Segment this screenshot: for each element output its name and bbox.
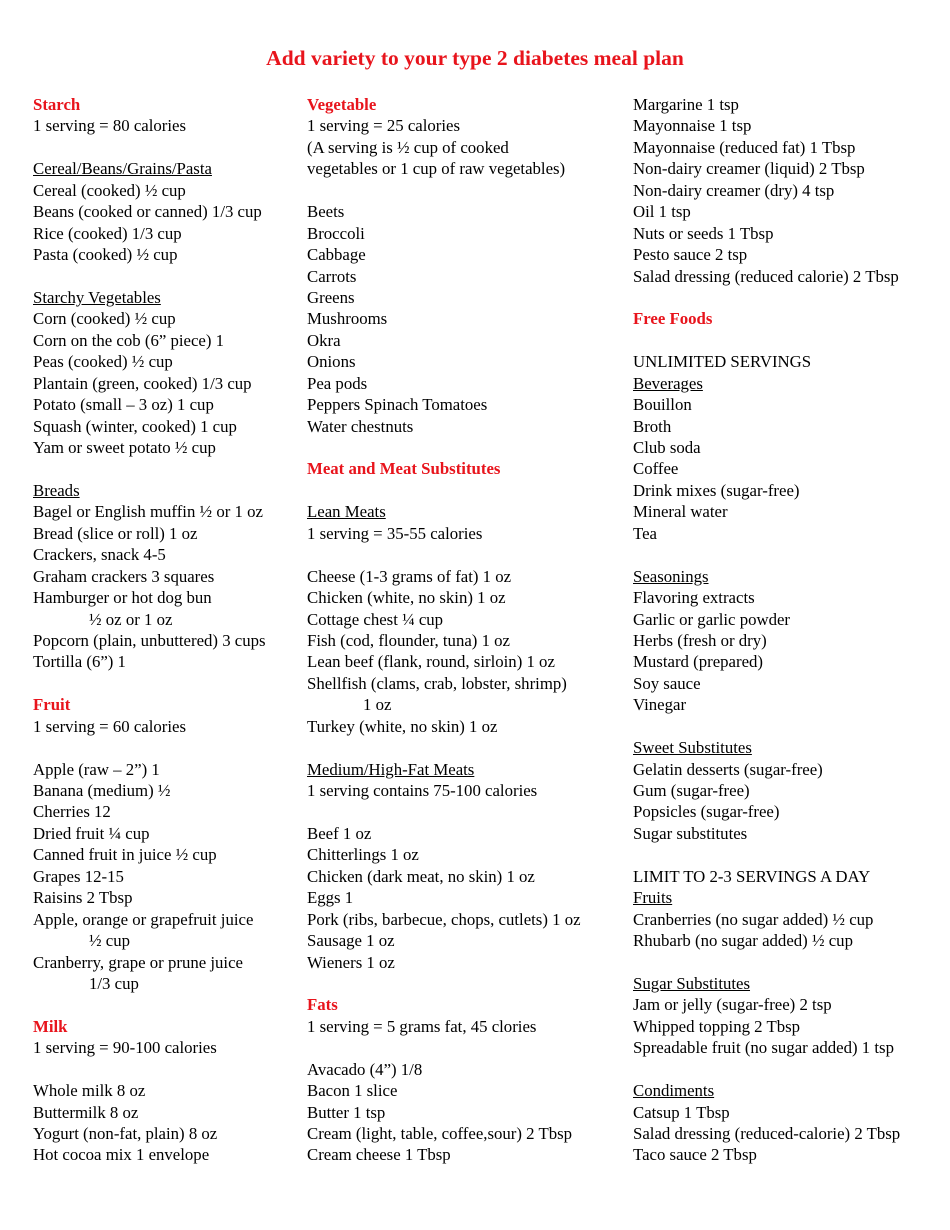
food-item: 1 serving = 60 calories: [33, 716, 186, 736]
spacer: [33, 994, 298, 1015]
food-item: Yogurt (non-fat, plain) 8 oz: [33, 1124, 218, 1143]
food-item-continued: 1 oz: [363, 695, 392, 715]
food-item: Salad dressing (reduced-calorie) 2 Tbsp: [633, 1124, 901, 1143]
food-item: Onions: [307, 352, 356, 372]
section-heading: Starch: [33, 95, 81, 114]
food-item: Hot cocoa mix 1 envelope: [33, 1145, 210, 1165]
food-item: Avacado (4”) 1/8: [307, 1059, 423, 1079]
section-heading: Vegetable: [307, 95, 377, 114]
food-item: Rice (cooked) 1/3 cup: [33, 223, 182, 243]
spacer: [633, 287, 948, 308]
food-item: Drink mixes (sugar-free): [633, 480, 800, 500]
spacer: [307, 1037, 622, 1058]
spacer: [633, 330, 948, 351]
spacer: [33, 737, 298, 758]
spacer: [633, 544, 948, 565]
food-item: Cereal (cooked) ½ cup: [33, 180, 186, 200]
spacer: [307, 801, 622, 822]
food-item: Cottage chest ¼ cup: [307, 609, 444, 629]
food-item: Sausage 1 oz: [307, 931, 395, 951]
food-item: Nuts or seeds 1 Tbsp: [633, 223, 774, 243]
subsection-heading: Cereal/Beans/Grains/Pasta: [33, 159, 212, 179]
food-item: Turkey (white, no skin) 1 oz: [307, 716, 498, 736]
spacer: [633, 952, 948, 973]
food-item: Cheese (1-3 grams of fat) 1 oz: [307, 566, 512, 586]
food-item: 1 serving = 5 grams fat, 45 clories: [307, 1016, 537, 1036]
food-item: Graham crackers 3 squares: [33, 566, 215, 586]
spacer: [633, 1059, 948, 1080]
food-item: Cherries 12: [33, 802, 111, 822]
food-item: Squash (winter, cooked) 1 cup: [33, 416, 237, 436]
food-item-continued: ½ oz or 1 oz: [89, 609, 173, 629]
food-item: Carrots: [307, 266, 357, 286]
food-item: Popsicles (sugar-free): [633, 802, 780, 822]
food-item: Herbs (fresh or dry): [633, 630, 767, 650]
food-item: Water chestnuts: [307, 416, 414, 436]
food-item: Cream (light, table, coffee,sour) 2 Tbsp: [307, 1124, 573, 1143]
food-item: Non-dairy creamer (liquid) 2 Tbsp: [633, 159, 865, 179]
food-item: Potato (small – 3 oz) 1 cup: [33, 395, 214, 415]
food-item: Beets: [307, 202, 345, 222]
food-item: Mayonnaise 1 tsp: [633, 116, 752, 136]
food-item: Chicken (white, no skin) 1 oz: [307, 588, 506, 608]
spacer: [307, 973, 622, 994]
food-item: 1 serving = 25 calories: [307, 116, 460, 136]
food-item: Whole milk 8 oz: [33, 1081, 146, 1101]
food-item: Oil 1 tsp: [633, 202, 691, 222]
food-item: Bacon 1 slice: [307, 1081, 398, 1101]
food-item: vegetables or 1 cup of raw vegetables): [307, 159, 566, 179]
food-item: Hamburger or hot dog bun: [33, 588, 212, 608]
food-item: Taco sauce 2 Tbsp: [633, 1145, 757, 1165]
food-item: Rhubarb (no sugar added) ½ cup: [633, 931, 853, 951]
column-2: [307, 94, 622, 1166]
spacer: [33, 673, 298, 694]
food-item: 1 serving contains 75-100 calories: [307, 781, 538, 800]
food-item: Buttermilk 8 oz: [33, 1102, 139, 1122]
food-item: Apple, orange or grapefruit juice: [33, 909, 254, 929]
food-item-continued: 1/3 cup: [89, 973, 139, 993]
food-item: Cranberries (no sugar added) ½ cup: [633, 909, 874, 929]
food-item: Chitterlings 1 oz: [307, 845, 419, 865]
subsection-heading: Sugar Substitutes: [633, 973, 751, 993]
food-item: Corn (cooked) ½ cup: [33, 309, 176, 329]
food-item: Broth: [633, 416, 672, 436]
food-item: Canned fruit in juice ½ cup: [33, 845, 217, 865]
food-item: Soy sauce: [633, 673, 701, 693]
spacer: [307, 737, 622, 758]
food-item: Broccoli: [307, 223, 365, 243]
spacer: [33, 137, 298, 158]
food-item: Banana (medium) ½: [33, 781, 171, 800]
food-item: Tortilla (6”) 1: [33, 652, 126, 672]
food-item: Peas (cooked) ½ cup: [33, 352, 173, 372]
food-item: Salad dressing (reduced calorie) 2 Tbsp: [633, 266, 899, 286]
food-item: Bread (slice or roll) 1 oz: [33, 523, 198, 543]
subsection-heading: Beverages: [633, 373, 703, 393]
food-item: Mineral water: [633, 502, 728, 522]
spacer: [33, 1059, 298, 1080]
column-3: [633, 94, 948, 1166]
food-item: Beef 1 oz: [307, 823, 372, 843]
food-item: (A serving is ½ cup of cooked: [307, 137, 509, 157]
section-heading: Free Foods: [633, 309, 713, 329]
spacer: [33, 266, 298, 287]
food-item: Jam or jelly (sugar-free) 2 tsp: [633, 995, 832, 1015]
food-item: Plantain (green, cooked) 1/3 cup: [33, 373, 252, 393]
food-item: Yam or sweet potato ½ cup: [33, 438, 216, 457]
food-item: Mayonnaise (reduced fat) 1 Tbsp: [633, 137, 856, 157]
subsection-heading: Medium/High-Fat Meats: [307, 759, 475, 779]
food-item: Pasta (cooked) ½ cup: [33, 245, 178, 265]
food-item: Okra: [307, 330, 341, 350]
food-item: Chicken (dark meat, no skin) 1 oz: [307, 866, 535, 886]
food-item: Mustard (prepared): [633, 652, 763, 672]
food-item: Mushrooms: [307, 309, 388, 329]
food-item: Garlic or garlic powder: [633, 609, 791, 629]
food-item: Pork (ribs, barbecue, chops, cutlets) 1 oz: [307, 909, 581, 929]
food-item: Grapes 12-15: [33, 866, 124, 886]
food-item: Greens: [307, 287, 355, 307]
food-item: 1 serving = 80 calories: [33, 116, 186, 136]
food-item: Sugar substitutes: [633, 823, 748, 843]
food-item: UNLIMITED SERVINGS: [633, 352, 812, 372]
food-item: Gum (sugar-free): [633, 781, 750, 800]
food-item: Spreadable fruit (no sugar added) 1 tsp: [633, 1038, 894, 1058]
food-item: Crackers, snack 4-5: [33, 545, 166, 565]
food-item: Tea: [633, 523, 657, 543]
food-item: Dried fruit ¼ cup: [33, 823, 150, 843]
subsection-heading: Breads: [33, 480, 80, 500]
food-item: 1 serving = 35-55 calories: [307, 523, 483, 543]
food-item: Margarine 1 tsp: [633, 95, 739, 114]
food-item: Coffee: [633, 459, 679, 479]
food-item: Gelatin desserts (sugar-free): [633, 759, 823, 779]
subsection-heading: Condiments: [633, 1081, 715, 1101]
food-item: Flavoring extracts: [633, 588, 755, 608]
page-title: Add variety to your type 2 diabetes meal plan: [266, 46, 684, 70]
food-item: Fish (cod, flounder, tuna) 1 oz: [307, 630, 510, 650]
food-item-continued: ½ cup: [89, 931, 131, 951]
column-1: [33, 94, 298, 1166]
food-item: Beans (cooked or canned) 1/3 cup: [33, 202, 262, 222]
food-item: Eggs 1: [307, 888, 354, 908]
section-heading: Fruit: [33, 695, 71, 715]
food-item: Bagel or English muffin ½ or 1 oz: [33, 502, 263, 522]
food-item: 1 serving = 90-100 calories: [33, 1038, 217, 1058]
section-heading: Meat and Meat Substitutes: [307, 459, 501, 479]
food-item: Raisins 2 Tbsp: [33, 888, 133, 908]
food-item: Vinegar: [633, 695, 687, 715]
spacer: [307, 544, 622, 565]
food-item: Cabbage: [307, 245, 366, 265]
food-item: Corn on the cob (6” piece) 1: [33, 330, 225, 350]
food-item: Non-dairy creamer (dry) 4 tsp: [633, 180, 835, 200]
food-item: Shellfish (clams, crab, lobster, shrimp): [307, 673, 567, 693]
food-item: Apple (raw – 2”) 1: [33, 759, 160, 779]
food-item: Lean beef (flank, round, sirloin) 1 oz: [307, 652, 555, 672]
subsection-heading: Starchy Vegetables: [33, 287, 161, 307]
spacer: [307, 437, 622, 458]
spacer: [633, 716, 948, 737]
section-heading: Fats: [307, 995, 338, 1015]
spacer: [307, 480, 622, 501]
section-heading: Milk: [33, 1016, 68, 1036]
subsection-heading: Sweet Substitutes: [633, 738, 752, 758]
spacer: [307, 180, 622, 201]
food-item: Cream cheese 1 Tbsp: [307, 1145, 451, 1165]
food-item: Butter 1 tsp: [307, 1102, 386, 1122]
food-item: Pesto sauce 2 tsp: [633, 245, 748, 265]
food-item: Bouillon: [633, 395, 692, 415]
food-item: Whipped topping 2 Tbsp: [633, 1016, 801, 1036]
food-item: Pea pods: [307, 373, 368, 393]
spacer: [33, 458, 298, 479]
subsection-heading: Lean Meats: [307, 502, 386, 522]
subsection-heading: Seasonings: [633, 566, 709, 586]
food-item: LIMIT TO 2-3 SERVINGS A DAY: [633, 866, 871, 886]
spacer: [633, 844, 948, 865]
food-item: Wieners 1 oz: [307, 952, 395, 972]
food-item: Catsup 1 Tbsp: [633, 1102, 730, 1122]
food-item: Peppers Spinach Tomatoes: [307, 395, 488, 415]
food-item: Club soda: [633, 438, 701, 457]
subsection-heading: Fruits: [633, 888, 673, 908]
food-item: Cranberry, grape or prune juice: [33, 952, 243, 972]
food-item: Popcorn (plain, unbuttered) 3 cups: [33, 630, 266, 650]
